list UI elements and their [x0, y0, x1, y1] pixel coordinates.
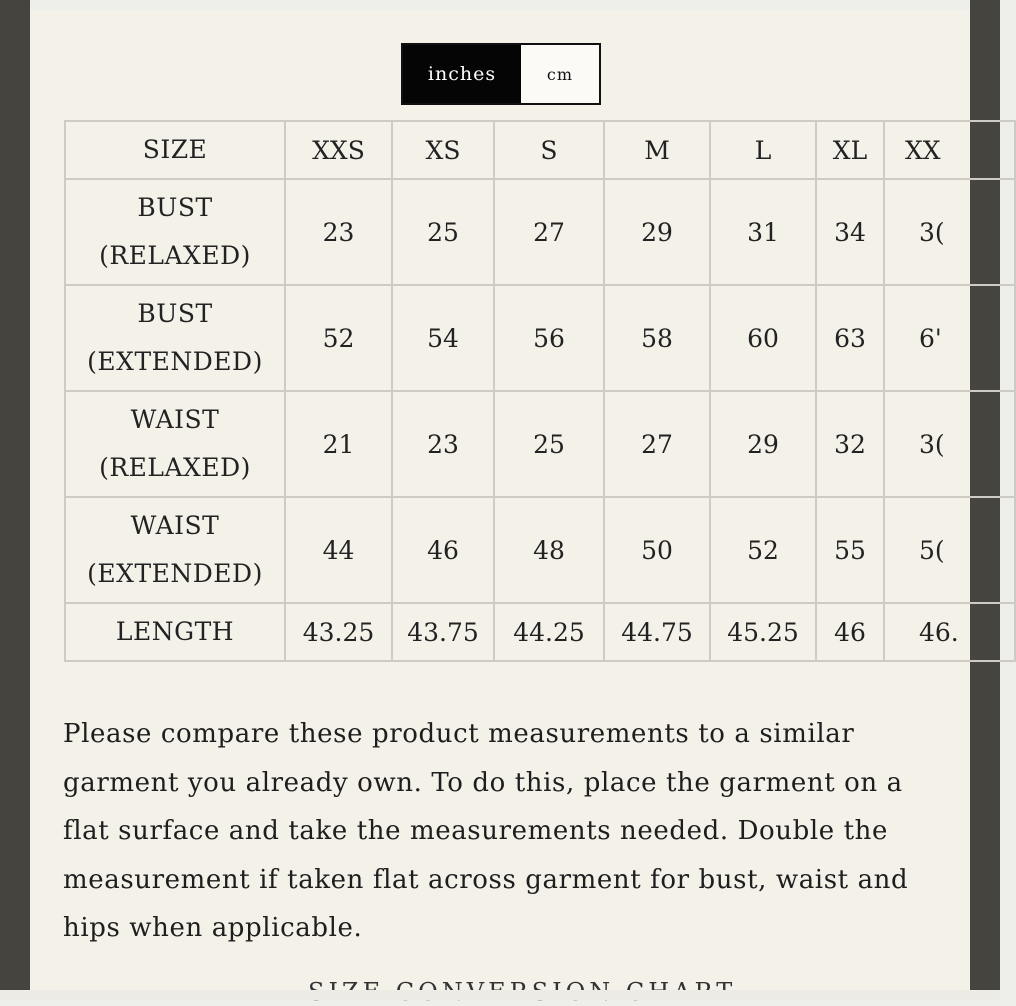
unit-option-inches[interactable]: inches	[403, 45, 521, 103]
table-row-bust-relaxed	[65, 179, 1015, 285]
table-cell: 6'	[884, 285, 1015, 391]
table-cell: 60	[710, 285, 816, 391]
row-label	[65, 179, 285, 285]
row-label-line2: (EXTENDED)	[87, 559, 263, 588]
table-cell: 25	[392, 179, 494, 285]
table-cell: 54	[392, 285, 494, 391]
table-cell: 63	[816, 285, 884, 391]
size-col-header: XX	[884, 121, 1015, 179]
table-cell: 56	[494, 285, 604, 391]
size-table-scroll-area[interactable]	[64, 120, 970, 671]
row-label-line1: WAIST	[130, 511, 220, 540]
row-label-line2: (RELAXED)	[99, 241, 251, 270]
row-label	[65, 391, 285, 497]
table-cell: 44.75	[604, 603, 710, 661]
row-label-line2: (RELAXED)	[99, 453, 251, 482]
table-cell: 48	[494, 497, 604, 603]
bottom-edge-strip	[0, 990, 1000, 1000]
table-cell: 43.75	[392, 603, 494, 661]
table-cell: 23	[285, 179, 392, 285]
table-cell: 27	[494, 179, 604, 285]
table-cell: 43.25	[285, 603, 392, 661]
size-col-header: XS	[392, 121, 494, 179]
table-cell: 52	[285, 285, 392, 391]
row-label	[65, 497, 285, 603]
table-cell: 5(	[884, 497, 1015, 603]
table-cell: 34	[816, 179, 884, 285]
table-cell: 58	[604, 285, 710, 391]
measurement-instructions: Please compare these product measurements to a similar garment you already own. To do this, place the garment on a flat surface and take the measurements needed. Double the measurement if taken flat across garment for bust, waist and hips when applicable.	[63, 719, 909, 943]
table-cell: 3(	[884, 391, 1015, 497]
table-cell: 44	[285, 497, 392, 603]
table-cell: 52	[710, 497, 816, 603]
size-header-row	[65, 121, 1015, 179]
table-row-bust-extended	[65, 285, 1015, 391]
table-cell: 45.25	[710, 603, 816, 661]
table-cell: 27	[604, 391, 710, 497]
table-cell: 44.25	[494, 603, 604, 661]
size-col-header: M	[604, 121, 710, 179]
table-cell: 32	[816, 391, 884, 497]
size-col-header: XL	[816, 121, 884, 179]
size-col-header: L	[710, 121, 816, 179]
table-row-waist-relaxed	[65, 391, 1015, 497]
table-cell: 23	[392, 391, 494, 497]
left-edge-bar	[0, 0, 30, 990]
table-cell: 46.	[884, 603, 1015, 661]
table-cell: 29	[604, 179, 710, 285]
table-cell: 21	[285, 391, 392, 497]
row-label-line2: (EXTENDED)	[87, 347, 263, 376]
table-cell: 55	[816, 497, 884, 603]
row-label: LENGTH	[65, 603, 285, 661]
row-label-line1: BUST	[137, 299, 213, 328]
size-col-header: XXS	[285, 121, 392, 179]
table-cell: 31	[710, 179, 816, 285]
table-cell: 29	[710, 391, 816, 497]
row-label-line1: WAIST	[130, 405, 220, 434]
table-cell: 50	[604, 497, 710, 603]
size-col-header: S	[494, 121, 604, 179]
table-row-waist-extended	[65, 497, 1015, 603]
table-cell: 25	[494, 391, 604, 497]
row-label	[65, 285, 285, 391]
size-table	[64, 120, 1016, 662]
row-label-line1: BUST	[137, 193, 213, 222]
table-cell: 46	[392, 497, 494, 603]
unit-option-cm[interactable]: cm	[521, 45, 599, 103]
table-cell: 3(	[884, 179, 1015, 285]
table-cell: 46	[816, 603, 884, 661]
size-header-label: SIZE	[65, 121, 285, 179]
size-guide-panel[interactable]	[30, 10, 970, 990]
table-row-length	[65, 603, 1015, 661]
unit-toggle[interactable]	[401, 43, 601, 105]
